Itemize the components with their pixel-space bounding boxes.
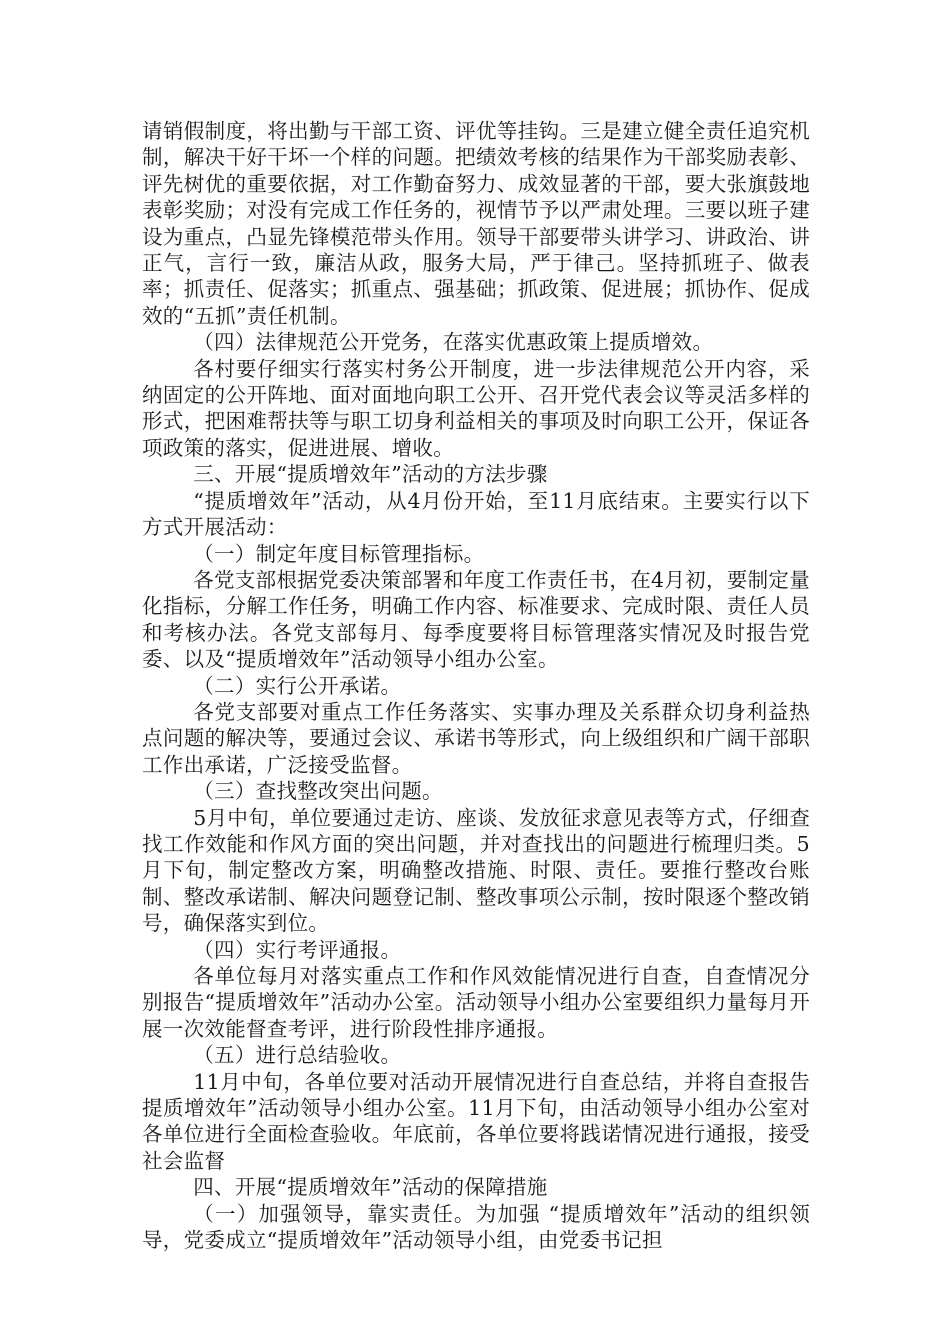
heading-public-commitment: （二）实行公开承诺。 [193, 673, 402, 698]
document-page [142, 118, 810, 1253]
paragraph-evaluation-report: 各单位每月对落实重点工作和作风效能情况进行自查，自查情况分别报告“提质增效年”活动办公室。活动领导小组办公室要组织力量每月开展一次效能督查考评，进行阶段性排序通报。 [142, 964, 810, 1041]
paragraph-activity-period: “提质增效年”活动，从4月份开始，至11月底结束。主要实行以下方式开展活动： [142, 488, 810, 540]
heading-target-indicators: （一）制定年度目标管理指标。 [193, 541, 485, 566]
heading-section-three: 三、开展“提质增效年”活动的方法步骤 [193, 462, 548, 487]
paragraph-accountability: 请销假制度，将出勤与干部工资、评优等挂钩。三是建立健全责任追究机制，解决干好干坏一个样的问题。把绩效考核的结果作为干部奖励表彰、评先树优的重要依据，对工作勤奋努力、成效显著的干部，要大张旗鼓地表彰奖励；对没有完成工作任务的，视情节予以严肃处理。三要以班子建设为重点，凸显先锋模范带头作用。领导干部要带头讲学习、讲政治、讲正气，言行一致，廉洁从政，服务大局，严于律己。坚持抓班子、做表率；抓责任、促落实；抓重点、强基础；抓政策、促进展；抓协作、促成效的“五抓”责任机制。 [142, 119, 810, 328]
paragraph-village-affairs: 各村要仔细实行落实村务公开制度，进一步法律规范公开内容，采纳固定的公开阵地、面对面地向职工公开、召开党代表会议等灵活多样的形式，把困难帮扶等与职工切身利益相关的事项及时向职工公开，保证各项政策的落实，促进进展、增收。 [142, 356, 810, 460]
paragraph-target-indicators: 各党支部根据党委决策部署和年度工作责任书，在4月初，要制定量化指标，分解工作任务，明确工作内容、标准要求、完成时限、责任人员和考核办法。各党支部每月、每季度要将目标管理落实情况及时报告党委、以及“提质增效年”活动领导小组办公室。 [142, 567, 810, 672]
paragraph-rectify-problems: 5月中旬，单位要通过走访、座谈、发放征求意见表等方式，仔细查找工作效能和作风方面的突出问题，并对查找出的问题进行梳理归类。5月下旬，制定整改方案，明确整改措施、时限、责任。要推行整改台账制、整改承诺制、解决问题登记制、整改事项公示制，按时限逐个整改销号，确保落实到位。 [142, 805, 810, 936]
paragraph-public-commitment: 各党支部要对重点工作任务落实、实事办理及关系群众切身利益热点问题的解决等，要通过会议、承诺书等形式，向上级组织和广阔干部职工作出承诺，广泛接受监督。 [142, 699, 810, 777]
heading-rectify-problems: （三）查找整改突出问题。 [193, 779, 443, 804]
paragraph-summary-acceptance: 11月中旬，各单位要对活动开展情况进行自查总结，并将自查报告提质增效年”活动领导小组办公室。11月下旬，由活动领导小组办公室对各单位进行全面检查验收。年底前，各单位要将践诺情况进行通报，接受社会监督 [142, 1069, 810, 1173]
heading-party-affairs-openness: （四）法律规范公开党务，在落实优惠政策上提质增效。 [193, 330, 714, 355]
paragraph-strengthen-leadership: （一）加强领导，靠实责任。为加强 “提质增效年”活动的组织领导，党委成立“提质增效年”活动领导小组，由党委书记担 [142, 1201, 810, 1253]
heading-summary-acceptance: （五）进行总结验收。 [193, 1043, 402, 1068]
heading-evaluation-report: （四）实行考评通报。 [193, 937, 402, 962]
heading-section-four: 四、开展“提质增效年”活动的保障措施 [193, 1175, 548, 1200]
